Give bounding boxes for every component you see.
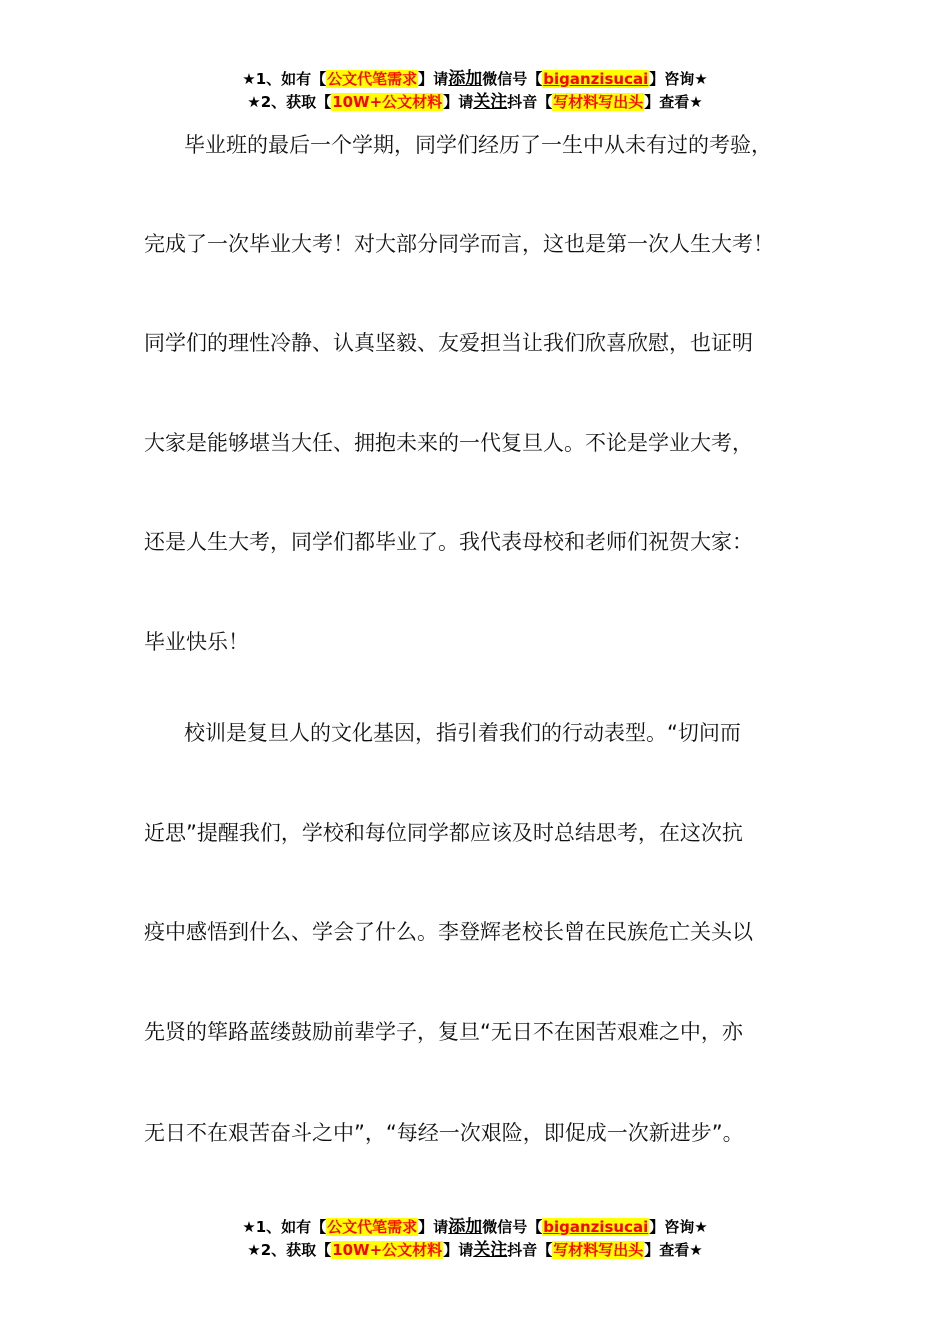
body-line: 无日不在艰苦奋斗之中”，“每经一次艰险，即促成一次新进步”。 [144,1121,744,1145]
writing-service-highlight: 公文代笔需求 [327,1218,418,1236]
header-banner [0,68,950,114]
writing-service-highlight: 公文代笔需求 [327,70,418,88]
douyin-account-highlight: 写材料写出头 [553,93,644,111]
body-line: 疫中感悟到什么、学会了什么。李登辉老校长曾在民族危亡关头以 [144,920,753,944]
body-line: 先贤的筚路蓝缕鼓励前辈学子，复旦“无日不在困苦艰难之中，亦 [144,1020,743,1044]
banner-line-2: ★2、获取【10W+公文材料】请关注抖音【写材料写出头】查看★ [247,92,703,112]
body-line: 大家是能够堪当大任、拥抱未来的一代复旦人。不论是学业大考， [144,431,753,455]
wechat-id-highlight: biganzisucai [543,70,649,88]
banner-line-1: ★1、如有【公文代笔需求】请添加微信号【biganzisucai】咨询★ [242,1217,708,1237]
materials-highlight: 10W+公文材料 [332,1241,443,1259]
body-line: 同学们的理性冷静、认真坚毅、友爱担当让我们欣喜欣慰，也证明 [144,331,753,355]
body-line: 还是人生大考，同学们都毕业了。我代表母校和老师们祝贺大家： [144,530,753,554]
body-line: 近思”提醒我们，学校和每位同学都应该及时总结思考，在这次抗 [144,821,743,845]
body-line: 校训是复旦人的文化基因，指引着我们的行动表型。“切问而 [184,721,741,745]
wechat-id-highlight: biganzisucai [543,1218,649,1236]
banner-line-2: ★2、获取【10W+公文材料】请关注抖音【写材料写出头】查看★ [247,1240,703,1260]
footer-banner [0,1216,950,1262]
materials-highlight: 10W+公文材料 [332,93,443,111]
douyin-account-highlight: 写材料写出头 [553,1241,644,1259]
body-line: 完成了一次毕业大考！对大部分同学而言，这也是第一次人生大考！ [144,232,774,256]
body-line: 毕业班的最后一个学期，同学们经历了一生中从未有过的考验， [184,133,772,157]
banner-line-1: ★1、如有【公文代笔需求】请添加微信号【biganzisucai】咨询★ [242,69,708,89]
body-line: 毕业快乐！ [144,630,249,654]
